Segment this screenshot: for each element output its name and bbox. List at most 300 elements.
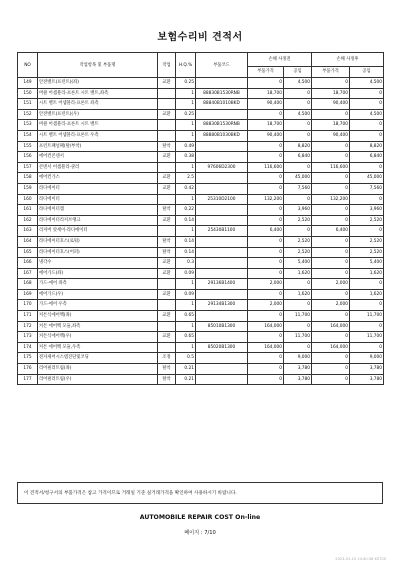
cell-before-labor: 0 [284, 321, 312, 332]
cell-before-labor: 11,700 [284, 332, 312, 343]
cell-work [158, 162, 176, 173]
cell-code [196, 236, 248, 247]
document-title: 보험수리비 견적서 [157, 32, 243, 43]
cell-after-labor: 0 [350, 321, 384, 332]
cell-name: 콘덴서 어셈블리-쿨러 [38, 162, 158, 173]
cell-before-parts: 90,400 [248, 130, 284, 141]
cell-hq: 0.09 [176, 268, 196, 279]
cell-before-labor: 8,820 [284, 141, 312, 152]
cell-after-labor: 2,520 [350, 236, 384, 247]
cell-no: 169 [18, 289, 38, 300]
cell-after-labor: 3,780 [350, 364, 384, 375]
cell-after-parts: 0 [312, 173, 350, 184]
cell-before-parts: 0 [248, 78, 284, 89]
cell-work: 교환 [158, 152, 176, 163]
cell-name: 커튼식에어백(좌) [38, 311, 158, 322]
cell-name: 커튼식에어백(우) [38, 332, 158, 343]
cell-name: 전자제어시스템진단및코딩 [38, 353, 158, 364]
cell-hq: 2.5 [176, 173, 196, 184]
cell-before-parts: 0 [248, 364, 284, 375]
cell-before-parts: 0 [248, 183, 284, 194]
cell-name: 에어가드(좌) [38, 268, 158, 279]
table-row [18, 215, 384, 226]
header-before: 손해 사정전 [248, 53, 312, 67]
cell-hq: 0.14 [176, 236, 196, 247]
cell-code [196, 258, 248, 269]
cell-before-labor: 7,560 [284, 183, 312, 194]
cell-no: 160 [18, 194, 38, 205]
cell-work: 조정 [158, 353, 176, 364]
cell-after-parts: 18,700 [312, 88, 350, 99]
cell-before-parts: 0 [248, 141, 284, 152]
cell-hq: 0.65 [176, 311, 196, 322]
cell-after-labor: 6,840 [350, 152, 384, 163]
cell-name: 프런트패널패(탈/부착) [38, 141, 158, 152]
cell-before-labor: 0 [284, 226, 312, 237]
cell-work: 탈착 [158, 205, 176, 216]
cell-hq: 1 [176, 342, 196, 353]
cell-name: 리어필러트림(우) [38, 374, 158, 385]
cell-work: 탈착 [158, 236, 176, 247]
cell-work: 탈착 [158, 141, 176, 152]
cell-code [196, 141, 248, 152]
cell-after-parts: 0 [312, 268, 350, 279]
cell-no: 171 [18, 311, 38, 322]
cell-hq: 0.65 [176, 332, 196, 343]
cell-after-parts: 2,000 [312, 279, 350, 290]
cell-after-labor: 0 [350, 130, 384, 141]
cell-work: 교환 [158, 183, 176, 194]
cell-before-labor: 0 [284, 162, 312, 173]
cell-code [196, 332, 248, 343]
cell-hq: 1 [176, 226, 196, 237]
cell-before-labor: 0 [284, 99, 312, 110]
table-row [18, 289, 384, 300]
cell-after-labor: 0 [350, 226, 384, 237]
cell-name: 가드-에어 좌측 [38, 279, 158, 290]
cell-work [158, 342, 176, 353]
cell-no: 168 [18, 279, 38, 290]
cell-name: 리저버 앗세이-라디에이터 [38, 226, 158, 237]
cell-hq: 1 [176, 130, 196, 141]
table-row [18, 99, 384, 110]
table-row [18, 162, 384, 173]
cell-no: 162 [18, 215, 38, 226]
table-row [18, 226, 384, 237]
cell-before-parts: 0 [248, 236, 284, 247]
cell-after-parts: 0 [312, 311, 350, 322]
cell-hq: 0.42 [176, 183, 196, 194]
cell-code: 88880B1030BKD [196, 130, 248, 141]
cell-after-parts: 0 [312, 258, 350, 269]
cell-code: 29134B1300 [196, 300, 248, 311]
cell-before-labor: 1,620 [284, 268, 312, 279]
cell-code: 85020B1300 [196, 342, 248, 353]
cell-hq: 1 [176, 88, 196, 99]
cell-hq: 0.14 [176, 247, 196, 258]
cell-hq: 0.25 [176, 78, 196, 89]
table-row [18, 141, 384, 152]
cell-name: 에어컨가스 [38, 173, 158, 184]
cell-after-parts: 0 [312, 78, 350, 89]
cell-work: 탈착 [158, 247, 176, 258]
cell-no: 156 [18, 152, 38, 163]
table-row [18, 258, 384, 269]
cell-hq: 1 [176, 120, 196, 131]
cell-work [158, 130, 176, 141]
header-name: 작업항목 및 부품명 [38, 53, 158, 78]
cell-code [196, 247, 248, 258]
table-row [18, 194, 384, 205]
cell-no: 163 [18, 226, 38, 237]
cell-name: 시트 벨트 어셈블리-프론트 우측 [38, 130, 158, 141]
cell-code [196, 268, 248, 279]
cell-no: 170 [18, 300, 38, 311]
cell-after-parts: 116,600 [312, 162, 350, 173]
cell-before-labor: 3,780 [284, 364, 312, 375]
table-row [18, 183, 384, 194]
cell-before-labor: 2,520 [284, 215, 312, 226]
cell-before-labor: 11,700 [284, 311, 312, 322]
cell-code [196, 374, 248, 385]
cell-after-parts: 132,200 [312, 194, 350, 205]
cell-after-labor: 1,620 [350, 268, 384, 279]
cell-work: 교환 [158, 332, 176, 343]
cell-after-labor: 11,700 [350, 311, 384, 322]
cell-hq: 0.25 [176, 109, 196, 120]
table-row [18, 279, 384, 290]
cell-after-parts: 90,400 [312, 99, 350, 110]
cell-before-parts: 0 [248, 374, 284, 385]
cell-work: 교환 [158, 215, 176, 226]
cell-before-parts: 0 [248, 215, 284, 226]
cell-no: 158 [18, 173, 38, 184]
header-work: 작업 [158, 53, 176, 78]
cell-code [196, 78, 248, 89]
cell-work: 교환 [158, 311, 176, 322]
table-body [18, 78, 384, 385]
cell-hq: 1 [176, 194, 196, 205]
cell-after-labor: 11,700 [350, 332, 384, 343]
cell-before-parts: 0 [248, 205, 284, 216]
cell-before-parts: 2,000 [248, 279, 284, 290]
cell-no: 176 [18, 364, 38, 375]
cell-name: 라디에이터호스(로워) [38, 236, 158, 247]
cell-before-labor: 4,500 [284, 78, 312, 89]
cell-before-labor: 3,960 [284, 205, 312, 216]
cell-before-parts: 116,600 [248, 162, 284, 173]
cell-name: 가드-에어 우측 [38, 300, 158, 311]
table-row [18, 236, 384, 247]
cell-no: 172 [18, 321, 38, 332]
cell-before-parts: 0 [248, 173, 284, 184]
cell-code [196, 353, 248, 364]
cell-after-labor: 45,000 [350, 173, 384, 184]
cell-work: 교환 [158, 258, 176, 269]
cell-before-parts: 0 [248, 152, 284, 163]
cell-hq: 0.21 [176, 364, 196, 375]
header-after-parts: 부품가격 [312, 67, 350, 78]
cell-code [196, 183, 248, 194]
cell-code [196, 205, 248, 216]
cell-hq: 1 [176, 162, 196, 173]
cell-before-labor: 0 [284, 88, 312, 99]
table-row [18, 311, 384, 322]
cell-after-parts: 0 [312, 247, 350, 258]
cell-work: 교환 [158, 78, 176, 89]
cell-before-labor: 2,520 [284, 236, 312, 247]
cell-before-parts: 90,400 [248, 99, 284, 110]
cell-name: 리어필러트림(좌) [38, 364, 158, 375]
table-row [18, 353, 384, 364]
cell-before-parts: 18,700 [248, 120, 284, 131]
table-row [18, 173, 384, 184]
print-timestamp: 2023-01-10 14:40:36 KST00 [335, 557, 386, 561]
cell-no: 173 [18, 332, 38, 343]
cell-after-parts: 0 [312, 109, 350, 120]
cell-code: 25430B1100 [196, 226, 248, 237]
cell-name: 안전벨트(프런트)(우) [38, 109, 158, 120]
cell-no: 177 [18, 374, 38, 385]
cell-work [158, 194, 176, 205]
cell-no: 175 [18, 353, 38, 364]
cell-no: 153 [18, 120, 38, 131]
cell-before-parts: 0 [248, 311, 284, 322]
cell-after-labor: 4,500 [350, 78, 384, 89]
cell-after-labor: 2,520 [350, 247, 384, 258]
cell-name: 라디에이터호스(어퍼) [38, 247, 158, 258]
cell-after-parts: 2,000 [312, 300, 350, 311]
cell-hq: 1 [176, 99, 196, 110]
table-header-row [18, 53, 384, 67]
cell-hq: 1 [176, 300, 196, 311]
cell-before-labor: 5,400 [284, 258, 312, 269]
table-row [18, 342, 384, 353]
cell-no: 166 [18, 258, 38, 269]
table-row [18, 374, 384, 385]
cell-before-labor: 1,620 [284, 289, 312, 300]
cell-after-labor: 0 [350, 99, 384, 110]
table-row [18, 247, 384, 258]
cell-before-parts: 18,700 [248, 88, 284, 99]
cell-work: 교환 [158, 289, 176, 300]
cell-after-parts: 0 [312, 289, 350, 300]
header-after-labor: 공임 [350, 67, 384, 78]
cell-no: 152 [18, 109, 38, 120]
cell-after-parts: 0 [312, 183, 350, 194]
cell-after-parts: 18,700 [312, 120, 350, 131]
cell-hq: 0.14 [176, 215, 196, 226]
cell-name: 라디에이터리저브탱크 [38, 215, 158, 226]
cell-after-labor: 0 [350, 162, 384, 173]
cell-after-parts: 0 [312, 205, 350, 216]
cell-no: 149 [18, 78, 38, 89]
cell-code [196, 311, 248, 322]
table-row [18, 268, 384, 279]
cell-before-labor: 6,840 [284, 152, 312, 163]
table-row [18, 120, 384, 131]
cell-after-parts: 0 [312, 332, 350, 343]
cell-hq: 0.21 [176, 374, 196, 385]
cell-name: 시트 벨트 어셈블리-프론트 좌측 [38, 99, 158, 110]
cell-before-parts: 0 [248, 109, 284, 120]
cell-work [158, 300, 176, 311]
cell-hq: 0.22 [176, 205, 196, 216]
cell-no: 150 [18, 88, 38, 99]
table-row [18, 152, 384, 163]
cell-before-parts: 0 [248, 353, 284, 364]
header-hq: H.Q.% [176, 53, 196, 78]
table-row [18, 321, 384, 332]
cell-after-labor: 3,780 [350, 374, 384, 385]
header-before-labor: 공임 [284, 67, 312, 78]
cell-after-labor: 0 [350, 120, 384, 131]
cell-before-labor: 0 [284, 342, 312, 353]
cell-before-parts: 0 [248, 332, 284, 343]
cell-after-labor: 7,560 [350, 183, 384, 194]
cell-before-parts: 164,000 [248, 321, 284, 332]
cell-before-labor: 0 [284, 300, 312, 311]
cell-code [196, 109, 248, 120]
cell-after-parts: 90,400 [312, 130, 350, 141]
cell-after-parts: 0 [312, 236, 350, 247]
cell-before-parts: 0 [248, 247, 284, 258]
cell-no: 155 [18, 141, 38, 152]
table-row [18, 109, 384, 120]
cell-before-parts: 2,000 [248, 300, 284, 311]
cell-work [158, 99, 176, 110]
cell-after-labor: 2,520 [350, 215, 384, 226]
cell-before-parts: 132,200 [248, 194, 284, 205]
cell-after-labor: 0 [350, 279, 384, 290]
cell-before-parts: 0 [248, 258, 284, 269]
cell-name: 에어컨콘덴서 [38, 152, 158, 163]
cell-no: 174 [18, 342, 38, 353]
cell-after-labor: 0 [350, 88, 384, 99]
cell-hq: 0.09 [176, 289, 196, 300]
cell-before-labor: 9,000 [284, 353, 312, 364]
header-before-parts: 부품가격 [248, 67, 284, 78]
cell-name: 냉각수 [38, 258, 158, 269]
cell-after-labor: 3,960 [350, 205, 384, 216]
cell-no: 164 [18, 236, 38, 247]
cell-before-parts: 6,400 [248, 226, 284, 237]
cell-code: 88830B1530RNB [196, 120, 248, 131]
cell-before-labor: 0 [284, 120, 312, 131]
cell-work [158, 226, 176, 237]
cell-before-parts: 164,000 [248, 342, 284, 353]
cell-no: 154 [18, 130, 38, 141]
cell-work: 교환 [158, 268, 176, 279]
table-row [18, 364, 384, 375]
cell-name: 라디에이터캡 [38, 205, 158, 216]
cell-after-labor: 0 [350, 194, 384, 205]
cell-code: 25310D2100 [196, 194, 248, 205]
cell-hq: 1 [176, 279, 196, 290]
cell-hq: 0.49 [176, 141, 196, 152]
cell-no: 159 [18, 183, 38, 194]
cell-after-labor: 1,620 [350, 289, 384, 300]
cell-before-labor: 0 [284, 279, 312, 290]
cell-before-parts: 0 [248, 268, 284, 279]
cell-name: 버클 어셈블리-프론트 시트 벨트 [38, 120, 158, 131]
cell-after-parts: 0 [312, 152, 350, 163]
footer-title: AUTOMOBILE REPAIR COST On-line [139, 514, 261, 521]
cell-work: 교환 [158, 173, 176, 184]
cell-name: 커튼 에어백 모듈,우측 [38, 342, 158, 353]
cell-name: 라디에이터 [38, 183, 158, 194]
cell-after-labor: 4,500 [350, 109, 384, 120]
cell-before-labor: 0 [284, 130, 312, 141]
cell-work [158, 321, 176, 332]
cell-before-labor: 45,000 [284, 173, 312, 184]
notice-box: 이 견적서/청구서의 부품가격은 참고 가격이므로 거래일 기준 실거래가격을 확인하여 사용하시기 바랍니다. [17, 482, 383, 504]
cell-work [158, 88, 176, 99]
cell-name: 에어가드(우) [38, 289, 158, 300]
cell-code: 97606D2300 [196, 162, 248, 173]
cell-before-labor: 3,780 [284, 374, 312, 385]
cell-work: 탈착 [158, 364, 176, 375]
table-row [18, 205, 384, 216]
header-no: NO [18, 53, 38, 78]
cell-name: 커튼 에어백 모듈,좌측 [38, 321, 158, 332]
cell-work [158, 279, 176, 290]
cell-after-labor: 5,400 [350, 258, 384, 269]
cell-after-labor: 0 [350, 342, 384, 353]
table-row [18, 88, 384, 99]
cell-before-labor: 0 [284, 194, 312, 205]
cell-work [158, 120, 176, 131]
cell-code: 85010B1300 [196, 321, 248, 332]
cell-hq: 0.3 [176, 258, 196, 269]
cell-after-parts: 164,000 [312, 321, 350, 332]
cell-before-labor: 2,520 [284, 247, 312, 258]
table-row [18, 300, 384, 311]
cell-code [196, 364, 248, 375]
cell-work: 탈착 [158, 374, 176, 385]
cell-code [196, 173, 248, 184]
cell-code [196, 215, 248, 226]
cell-name: 버클 어셈블리-프론트 시트 벨트,좌측 [38, 88, 158, 99]
cell-work: 교환 [158, 109, 176, 120]
table-row [18, 78, 384, 89]
cell-before-labor: 4,500 [284, 109, 312, 120]
cell-name: 라디에이터 [38, 194, 158, 205]
header-code: 부품코드 [196, 53, 248, 78]
cell-no: 157 [18, 162, 38, 173]
header-after: 손해 사정후 [312, 53, 384, 67]
cell-after-labor: 9,000 [350, 353, 384, 364]
table-row [18, 130, 384, 141]
cell-before-parts: 0 [248, 289, 284, 300]
cell-hq: 0.5 [176, 353, 196, 364]
estimate-table [17, 52, 384, 385]
cell-after-parts: 0 [312, 364, 350, 375]
cell-code: 29136B1400 [196, 279, 248, 290]
cell-no: 151 [18, 99, 38, 110]
cell-after-parts: 6,400 [312, 226, 350, 237]
page-number: 페이지 : 7/10 [184, 530, 216, 536]
cell-hq: 0.38 [176, 152, 196, 163]
table-row [18, 332, 384, 343]
cell-after-parts: 0 [312, 353, 350, 364]
cell-after-labor: 0 [350, 300, 384, 311]
cell-after-parts: 0 [312, 141, 350, 152]
cell-no: 165 [18, 247, 38, 258]
cell-code [196, 152, 248, 163]
cell-after-parts: 0 [312, 374, 350, 385]
cell-after-labor: 8,820 [350, 141, 384, 152]
